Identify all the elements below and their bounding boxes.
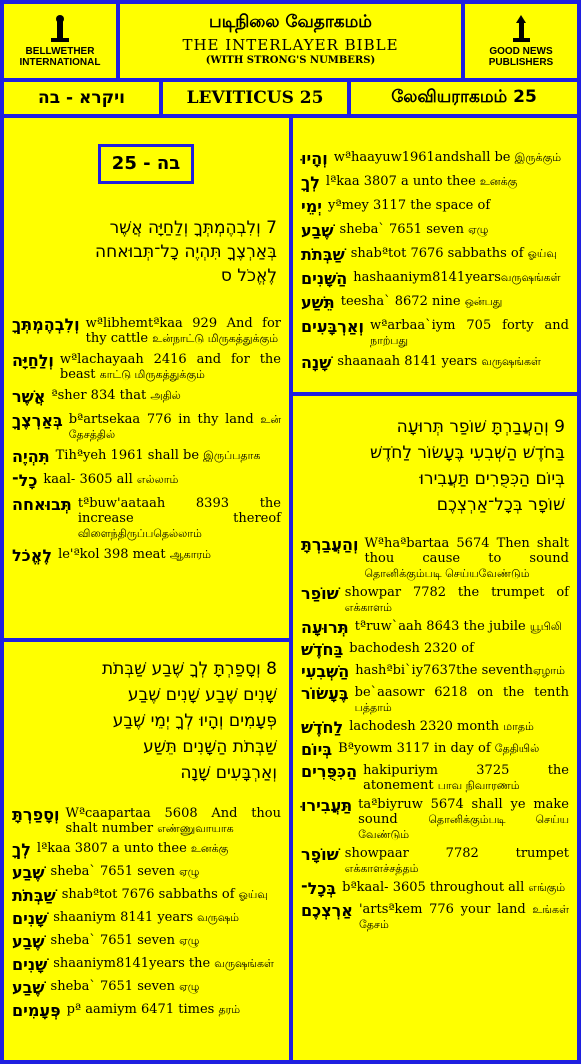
tamil-gloss: எங்கும் xyxy=(528,881,566,894)
gloss xyxy=(56,448,281,463)
gloss xyxy=(349,719,569,734)
word-row xyxy=(293,880,577,898)
hebrew-word: תְּבוּאחה xyxy=(12,495,72,514)
english-gloss: pª aamiym 6471 times xyxy=(66,1002,219,1017)
english-gloss: bachodesh 2320 of xyxy=(349,641,474,656)
hebrew-word: שֶׁבַע xyxy=(12,932,45,951)
english-gloss: ªsher 834 that xyxy=(51,388,151,403)
english-gloss: shabªtot 7676 sabbaths of xyxy=(350,246,528,261)
tamil-gloss: தரம் xyxy=(218,1003,241,1016)
hebrew-word: שָׁנִים xyxy=(12,955,48,974)
word-row xyxy=(293,741,577,759)
verse8b-rows xyxy=(293,150,577,372)
tamil-gloss: பத்தாம் xyxy=(354,701,392,714)
right-logo-line2: PUBLISHERS xyxy=(488,57,554,68)
word-row xyxy=(293,763,577,793)
word-row xyxy=(4,841,289,859)
hebrew-word: שֶׁבַע xyxy=(12,978,45,997)
verse8b-panel xyxy=(293,118,577,392)
hebrew-word: אַרְצְכֶם xyxy=(301,901,353,920)
verse7-panel xyxy=(4,118,289,638)
hebrew-word: בְּאַרְצֶךָ xyxy=(12,411,63,430)
english-gloss: 'artsªkem 776 your land xyxy=(358,902,533,917)
left-logo-line2: INTERNATIONAL xyxy=(19,57,101,68)
gloss xyxy=(353,270,569,285)
word-row xyxy=(4,316,289,346)
tamil-gloss: பாவ நிவாரணம் xyxy=(437,779,520,792)
left-logo-line1: BELLWETHER xyxy=(25,46,95,57)
gloss xyxy=(342,880,569,895)
english-gloss: Wªhaªbartaa 5674 Then shalt thou cause to sound xyxy=(364,536,569,566)
english-gloss: be`aasowr 6218 on the tenth xyxy=(354,685,569,700)
tamil-gloss: எல்லாம் xyxy=(136,473,179,486)
hebrew-word: תַּעֲבִירוּ xyxy=(301,796,353,815)
hebrew-line: לֶאֱכֹל ס xyxy=(220,266,277,286)
english-gloss: shabªtot 7676 sabbaths of xyxy=(61,887,239,902)
verse9-panel xyxy=(293,396,577,1060)
word-row xyxy=(4,547,289,565)
english-gloss: kaal- 3605 all xyxy=(43,472,137,487)
title-block xyxy=(120,4,461,78)
hebrew-word: שׁוֹפָר xyxy=(301,845,339,864)
word-row xyxy=(4,933,289,951)
tamil-gloss: அதில் xyxy=(150,389,181,402)
english-gloss: Wªcaapartaa 5608 And thou shalt number xyxy=(65,806,281,836)
verse9-rows xyxy=(293,536,577,932)
english-gloss: shaaniym 8141 years xyxy=(53,910,198,925)
hebrew-word: יְמֵי xyxy=(301,197,322,216)
gloss xyxy=(338,741,569,756)
hebrew-word: שֶׁבַע xyxy=(301,221,334,240)
chapter-badge: 25 - בה xyxy=(98,144,194,184)
gloss xyxy=(349,641,569,656)
hebrew-word: וְהַעֲבַרְתָּ xyxy=(301,535,359,554)
gloss xyxy=(334,150,569,165)
english-gloss: sheba` 7651 seven xyxy=(50,933,180,948)
english-gloss: sheba` 7651 seven xyxy=(50,864,180,879)
hebrew-line: בְּיוֹם הַכִּפֻּרִים תַּעֲבִירוּ xyxy=(419,469,565,489)
word-row xyxy=(293,641,577,659)
tamil-gloss: வருஷம் xyxy=(197,911,240,924)
right-logo-line1: GOOD NEWS xyxy=(489,46,553,57)
torch-icon xyxy=(506,14,536,44)
english-gloss: hashaaniym8141years xyxy=(353,270,501,285)
tamil-gloss: மாதம் xyxy=(503,720,534,733)
gloss xyxy=(345,846,569,876)
tamil-gloss: ஏழு xyxy=(179,980,200,993)
tamil-gloss: ஏழு xyxy=(179,865,200,878)
hebrew-word: תֵּשַׁע xyxy=(301,293,335,312)
gloss xyxy=(37,841,281,856)
gloss xyxy=(358,797,569,842)
hebrew-word: וְלִבְהֶמְתְּךָ xyxy=(12,315,80,334)
word-row xyxy=(4,806,289,836)
bellwether-logo xyxy=(4,4,116,78)
hebrew-word: וְהָיוּ xyxy=(301,149,328,168)
hebrew-word: וְאַרְבָּעִים xyxy=(301,317,365,336)
hebrew-word: תִּהְיֶה xyxy=(12,447,50,466)
hebrew-line: 9 וְהַעֲבַרְתָּ שׁוֹפַר תְּרוּעָה xyxy=(396,417,565,437)
word-row xyxy=(293,846,577,876)
tamil-gloss: ஏழாம் xyxy=(532,664,565,677)
gloss xyxy=(345,585,569,615)
english-gloss: lachodesh 2320 month xyxy=(349,719,504,734)
tamil-gloss: உன்நாட்டு மிருகத்துக்கும் xyxy=(152,332,279,345)
word-row xyxy=(293,619,577,637)
gloss xyxy=(51,979,281,994)
gloss xyxy=(355,619,569,634)
word-row xyxy=(4,448,289,466)
gloss xyxy=(62,887,281,902)
english-gloss: Bªyowm 3117 in day of xyxy=(338,741,495,756)
english-gloss: lªkaa 3807 a unto thee xyxy=(325,174,480,189)
bar-hebrew: ויקרא - בה xyxy=(4,82,159,114)
word-row xyxy=(4,472,289,490)
hebrew-word: פְּעָמִים xyxy=(12,1001,61,1020)
hebrew-word: לֶאֱכֹל xyxy=(12,546,53,565)
gloss xyxy=(60,352,281,382)
tamil-gloss: யூபிலி xyxy=(529,620,562,633)
english-gloss: wªarbaa`iym 705 forty and xyxy=(370,318,569,333)
tamil-gloss: உன் தேசத்தில் xyxy=(68,413,281,441)
english-gloss: yªmey 3117 the space of xyxy=(328,198,491,213)
hebrew-line: שָׁנִים שֶׁבַע שָׁנִים שֶׁבַע xyxy=(127,685,277,705)
gloss xyxy=(78,496,281,541)
word-row xyxy=(293,685,577,715)
bar-tamil: லேவியராகமம் 25 xyxy=(351,82,577,114)
gloss xyxy=(53,956,281,971)
tamil-gloss: காட்டு மிருகத்துக்கும் xyxy=(99,368,205,381)
tamil-gloss: ஒன்பது xyxy=(464,295,503,308)
word-row xyxy=(4,412,289,442)
word-row xyxy=(4,496,289,541)
english-gloss: shaanaah 8141 years xyxy=(337,354,482,369)
gloss xyxy=(340,222,569,237)
tamil-gloss: ஏழு xyxy=(468,223,489,236)
tamil-gloss: எக்காளம் xyxy=(344,601,392,614)
english-gloss: teesha` 8672 nine xyxy=(340,294,465,309)
english-gloss: hakipuriym 3725 the atonement xyxy=(363,763,569,793)
gloss xyxy=(359,902,569,932)
word-row xyxy=(4,864,289,882)
hebrew-line: שַׁבְּתֹת הַשָּׁנִים תֵּשַׁע xyxy=(143,737,277,757)
english-gloss: lªkaa 3807 a unto thee xyxy=(36,841,191,856)
gloss xyxy=(370,318,569,348)
word-row xyxy=(4,388,289,406)
english-gloss: showpaar 7782 trumpet xyxy=(344,846,569,861)
hebrew-line: בַּחֹדֶשׁ הַשְּׁבִעִי בֶּעָשׂוֹר לַחֹדֶשׁ xyxy=(369,443,565,463)
hebrew-line: 8 וְסָפַרְתָּ לְךָ שֶׁבַע שַׁבְּתֹת xyxy=(101,659,277,679)
hebrew-line: פְּעָמִים וְהָיוּ לְךָ יְמֵי שֶׁבַע xyxy=(112,711,277,731)
word-row xyxy=(293,294,577,312)
hebrew-word: שַׁבְּתֹת xyxy=(301,245,345,264)
tamil-gloss: விளைந்திருப்பதெல்லாம் xyxy=(77,527,202,540)
word-row xyxy=(4,887,289,905)
gloss xyxy=(355,685,569,715)
gloss xyxy=(364,536,569,581)
hebrew-word: הַשָּׁנִים xyxy=(301,269,348,288)
word-row xyxy=(4,352,289,382)
tamil-gloss: வருஷங்கள் xyxy=(214,957,274,970)
gloss xyxy=(355,663,569,678)
word-row xyxy=(293,663,577,681)
hebrew-line: שׁוֹפָר בְּכָל־אַרְצְכֶם xyxy=(436,495,565,515)
tamil-gloss: ஓய்வு xyxy=(527,247,557,260)
hebrew-word: תְּרוּעָה xyxy=(301,618,349,637)
hebrew-line: 7 וְלִבְהֶמְתְּךָ וְלַחַיָּה אֲשֶׁר xyxy=(109,218,277,238)
verse7-hebrew xyxy=(4,216,289,288)
gloss xyxy=(363,763,569,793)
tamil-gloss: வருஷங்கள் xyxy=(500,271,561,284)
english-gloss: tªruw`aah 8643 the jubile xyxy=(354,619,530,634)
word-row xyxy=(293,354,577,372)
hebrew-word: וְסָפַרְתָּ xyxy=(12,805,60,824)
verse8-rows xyxy=(4,806,289,1020)
gloss xyxy=(86,316,281,346)
hebrew-word: כָל־ xyxy=(12,471,38,490)
hebrew-word: בַּחֹדֶשׁ xyxy=(301,640,344,659)
hebrew-word: לַחֹדֶשׁ xyxy=(301,718,344,737)
hebrew-word: הַכִּפֻּרִים xyxy=(301,762,358,781)
tamil-gloss: உனக்கு xyxy=(479,175,518,188)
gloss xyxy=(326,174,569,189)
tamil-gloss: ஆகாரம் xyxy=(169,548,211,561)
tamil-gloss: தொனிக்கும்படி செய்யவேண்டும் xyxy=(364,567,530,580)
tamil-gloss: தேதியில் xyxy=(494,742,540,755)
bar-english: LEVITICUS 25 xyxy=(163,82,347,114)
word-row xyxy=(293,585,577,615)
gloss xyxy=(69,412,281,442)
hebrew-word: הַשְּׁבִעִי xyxy=(301,662,350,681)
gloss xyxy=(67,1002,281,1017)
word-row xyxy=(4,910,289,928)
english-gloss: showpar 7782 the trumpet of xyxy=(344,585,569,600)
word-row xyxy=(293,536,577,581)
english-gloss: bªkaal- 3605 throughout all xyxy=(342,880,529,895)
english-gloss: hashªbi`iy7637the seventh xyxy=(355,663,533,678)
tamil-gloss: வருஷங்கள் xyxy=(481,355,541,368)
word-row xyxy=(4,956,289,974)
word-row xyxy=(293,270,577,288)
verse8-panel xyxy=(4,642,289,1060)
gloss xyxy=(328,198,569,213)
gloss xyxy=(51,933,281,948)
english-gloss: sheba` 7651 seven xyxy=(50,979,180,994)
subtitle: (WITH STRONG'S NUMBERS) xyxy=(205,55,376,66)
word-row xyxy=(293,174,577,192)
word-row xyxy=(293,318,577,348)
hebrew-line: וְאַרְבָּעִים שָׁנָה xyxy=(180,763,277,783)
hebrew-line: בְּאַרְצֶךָ תִּהְיֶה כָל־תְּבוּאחה xyxy=(95,242,277,262)
word-row xyxy=(293,902,577,932)
english-gloss: wªlachayaah 2416 and for the beast xyxy=(59,352,281,382)
hebrew-word: שָׁנָה xyxy=(301,353,332,372)
tamil-gloss: உங்கள் தேசம் xyxy=(358,903,569,931)
tamil-gloss: எக்காளச்சத்தம் xyxy=(344,862,419,875)
gloss xyxy=(53,910,281,925)
title-tamil: படிநிலை வேதாகமம் xyxy=(209,12,372,32)
word-row xyxy=(293,246,577,264)
verse9-hebrew xyxy=(293,414,577,518)
hebrew-word: שׁוֹפַר xyxy=(301,584,339,603)
lamp-icon xyxy=(45,14,75,44)
word-row xyxy=(293,150,577,168)
english-gloss: wªlibhemtªkaa 929 And for thy cattle xyxy=(85,316,281,346)
english-gloss: bªartsekaa 776 in thy land xyxy=(68,412,261,427)
verse8-hebrew xyxy=(4,656,289,786)
hebrew-word: בְּכָל־ xyxy=(301,879,337,898)
english-gloss: shaaniym8141years the xyxy=(53,956,215,971)
english-gloss: tªbuw'aataah 8393 the increase thereof xyxy=(77,496,281,526)
gloss xyxy=(58,547,281,562)
gloss xyxy=(51,864,281,879)
word-row xyxy=(293,797,577,842)
word-row xyxy=(4,1002,289,1020)
tamil-gloss: ஓய்வு xyxy=(238,888,268,901)
gloss xyxy=(65,806,281,836)
hebrew-word: לְךָ xyxy=(12,840,31,859)
good-news-logo xyxy=(465,4,577,78)
gloss xyxy=(351,246,569,261)
hebrew-word: לְךָ xyxy=(301,173,320,192)
hebrew-word: שַׁבְּתֹת xyxy=(12,886,56,905)
tamil-gloss: இருப்பதாக xyxy=(203,449,261,462)
word-row xyxy=(293,222,577,240)
word-row xyxy=(293,198,577,216)
hebrew-word: בֶּעָשׂוֹר xyxy=(301,684,349,703)
tamil-gloss: இருக்கும் xyxy=(514,151,562,164)
english-gloss: Tihªyeh 1961 shall be xyxy=(55,448,204,463)
gloss xyxy=(51,388,281,403)
gloss xyxy=(43,472,281,487)
hebrew-word: בְּיוֹם xyxy=(301,740,333,759)
hebrew-word: שֶׁבַע xyxy=(12,863,45,882)
verse7-rows xyxy=(4,316,289,565)
english-gloss: le'ªkol 398 meat xyxy=(58,547,170,562)
tamil-gloss: நாற்பது xyxy=(370,334,409,347)
hebrew-word: וְלַחַיָּה xyxy=(12,351,54,370)
word-row xyxy=(293,719,577,737)
tamil-gloss: எண்ணுவாயாக xyxy=(157,822,234,835)
hebrew-word: אֲשֶׁר xyxy=(12,387,46,406)
tamil-gloss: தொனிக்கும்படி செய்ய வேண்டும் xyxy=(358,813,570,841)
tamil-gloss: உனக்கு xyxy=(190,842,229,855)
tamil-gloss: ஏழு xyxy=(179,934,200,947)
hebrew-word: שָׁנִים xyxy=(12,909,48,928)
gloss xyxy=(337,354,569,369)
english-gloss: wªhaayuw1961andshall be xyxy=(333,150,515,165)
word-row xyxy=(4,979,289,997)
title-english: THE INTERLAYER BIBLE xyxy=(182,36,399,54)
english-gloss: sheba` 7651 seven xyxy=(339,222,469,237)
gloss xyxy=(341,294,569,309)
english-gloss: taªbiyruw 5674 shall ye make sound xyxy=(358,797,569,827)
